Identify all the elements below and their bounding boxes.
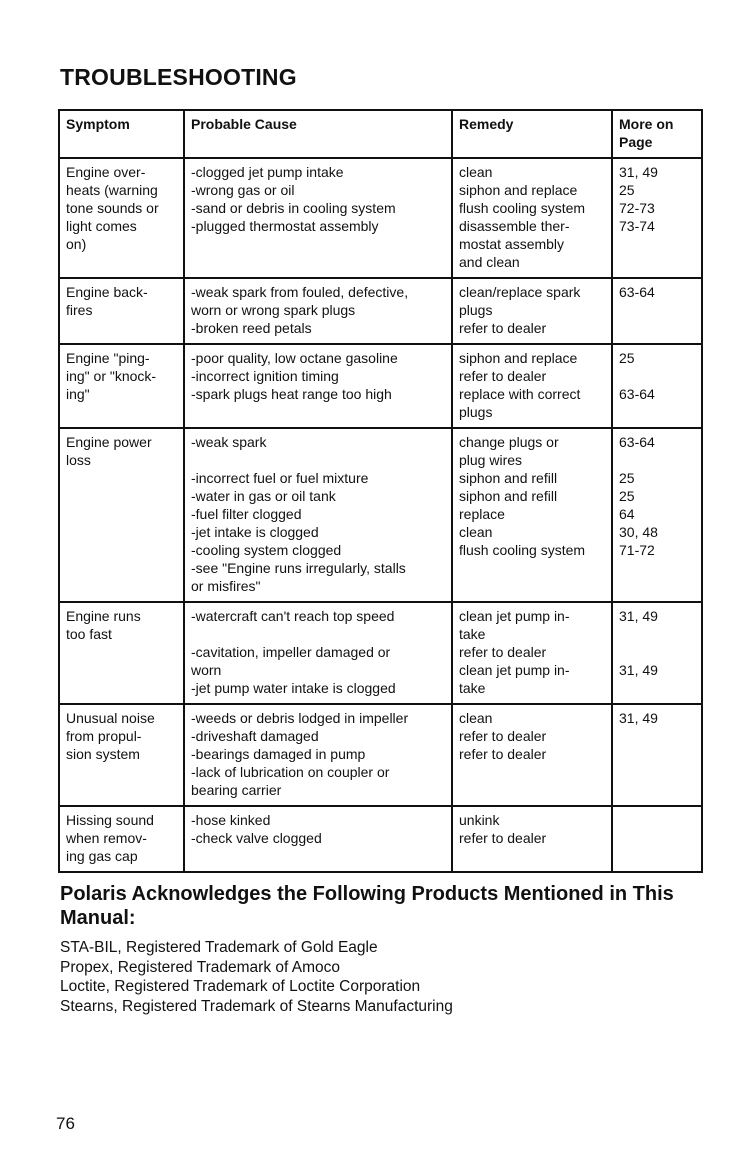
cell-line: 30, 48 bbox=[619, 524, 658, 540]
header-more-on-page bbox=[612, 110, 702, 158]
cell-line: from propul- bbox=[66, 728, 142, 744]
cell-line: 71-72 bbox=[619, 542, 655, 558]
cell-line: 63-64 bbox=[619, 434, 655, 450]
cell-line: refer to dealer bbox=[459, 830, 547, 846]
cell-line: -lack of lubrication on coupler or bbox=[191, 764, 390, 780]
cell-line: ing" or "knock- bbox=[66, 368, 157, 384]
cell-line: 64 bbox=[619, 506, 635, 522]
cell-line: -spark plugs heat range too high bbox=[191, 386, 392, 402]
cell-line: 25 bbox=[619, 488, 635, 504]
cell-line bbox=[619, 643, 696, 661]
cell-symptom bbox=[59, 806, 184, 872]
cell-symptom bbox=[59, 704, 184, 806]
cell-line: ing gas cap bbox=[66, 848, 138, 864]
cell-remedy bbox=[452, 278, 612, 344]
cell-line: clean jet pump in- bbox=[459, 608, 570, 624]
table-row bbox=[59, 158, 702, 278]
cell-line: worn or wrong spark plugs bbox=[191, 302, 356, 318]
cell-line: Hissing sound bbox=[66, 812, 154, 828]
cell-remedy bbox=[452, 806, 612, 872]
cell-page bbox=[612, 428, 702, 602]
cell-line: replace with correct bbox=[459, 386, 581, 402]
table-row bbox=[59, 602, 702, 704]
cell-cause bbox=[184, 428, 452, 602]
cell-line: -sand or debris in cooling system bbox=[191, 200, 396, 216]
cell-cause bbox=[184, 602, 452, 704]
cell-page bbox=[612, 344, 702, 428]
cell-line: 25 bbox=[619, 470, 635, 486]
cell-line: too fast bbox=[66, 626, 112, 642]
table-row bbox=[59, 428, 702, 602]
cell-remedy bbox=[452, 704, 612, 806]
cell-line: -water in gas or oil tank bbox=[191, 488, 336, 504]
cell-line: 63-64 bbox=[619, 284, 655, 300]
cell-line: -jet intake is clogged bbox=[191, 524, 319, 540]
troubleshooting-table bbox=[58, 109, 703, 873]
cell-line: -incorrect ignition timing bbox=[191, 368, 339, 384]
cell-line: take bbox=[459, 680, 486, 696]
cell-line: plug wires bbox=[459, 452, 523, 468]
cell-line: -bearings damaged in pump bbox=[191, 746, 366, 762]
cell-page bbox=[612, 158, 702, 278]
header-symptom: Symptom bbox=[59, 110, 184, 158]
cell-line: 31, 49 bbox=[619, 710, 658, 726]
cell-line: replace bbox=[459, 506, 505, 522]
cell-line: -weak spark from fouled, defective, bbox=[191, 284, 409, 300]
cell-line: 25 bbox=[619, 350, 635, 366]
cell-line: 73-74 bbox=[619, 218, 655, 234]
cell-line: -incorrect fuel or fuel mixture bbox=[191, 470, 369, 486]
cell-line: -wrong gas or oil bbox=[191, 182, 295, 198]
cell-line: Unusual noise bbox=[66, 710, 155, 726]
cell-line bbox=[191, 451, 446, 469]
cell-line: -plugged thermostat assembly bbox=[191, 218, 379, 234]
cell-line: on) bbox=[66, 236, 87, 252]
cell-line: -fuel filter clogged bbox=[191, 506, 302, 522]
cell-line: ing" bbox=[66, 386, 90, 402]
cell-line: light comes bbox=[66, 218, 137, 234]
cell-line: -poor quality, low octane gasoline bbox=[191, 350, 398, 366]
cell-line: loss bbox=[66, 452, 91, 468]
header-remedy: Remedy bbox=[452, 110, 612, 158]
cell-line: -weak spark bbox=[191, 434, 267, 450]
cell-line: refer to dealer bbox=[459, 728, 547, 744]
cell-cause bbox=[184, 344, 452, 428]
table-row bbox=[59, 704, 702, 806]
cell-line: clean bbox=[459, 710, 493, 726]
cell-line: refer to dealer bbox=[459, 320, 547, 336]
cell-line: refer to dealer bbox=[459, 746, 547, 762]
cell-cause bbox=[184, 806, 452, 872]
cell-cause bbox=[184, 158, 452, 278]
cell-line: refer to dealer bbox=[459, 644, 547, 660]
acknowledgement-item: Stearns, Registered Trademark of Stearns Manufacturing bbox=[60, 997, 453, 1015]
cell-line bbox=[619, 625, 696, 643]
cell-line: Engine "ping- bbox=[66, 350, 150, 366]
cell-line: siphon and replace bbox=[459, 182, 578, 198]
cell-page bbox=[612, 278, 702, 344]
cell-symptom bbox=[59, 158, 184, 278]
cell-line: clean/replace spark bbox=[459, 284, 581, 300]
cell-line: -cavitation, impeller damaged or bbox=[191, 644, 391, 660]
cell-line: unkink bbox=[459, 812, 500, 828]
cell-line: -check valve clogged bbox=[191, 830, 322, 846]
cell-line: -see "Engine runs irregularly, stalls bbox=[191, 560, 406, 576]
cell-line bbox=[619, 451, 696, 469]
cell-line: 31, 49 bbox=[619, 662, 658, 678]
cell-line: flush cooling system bbox=[459, 200, 586, 216]
cell-symptom bbox=[59, 344, 184, 428]
cell-line: sion system bbox=[66, 746, 140, 762]
cell-line: 25 bbox=[619, 182, 635, 198]
cell-line bbox=[191, 625, 446, 643]
header-more-on-page-text: More on Page bbox=[619, 116, 674, 150]
cell-line: Engine runs bbox=[66, 608, 141, 624]
cell-line: clean jet pump in- bbox=[459, 662, 570, 678]
cell-line: take bbox=[459, 626, 486, 642]
cell-line: Engine power bbox=[66, 434, 152, 450]
cell-line: -cooling system clogged bbox=[191, 542, 342, 558]
cell-remedy bbox=[452, 428, 612, 602]
cell-line: heats (warning bbox=[66, 182, 158, 198]
cell-line: bearing carrier bbox=[191, 782, 282, 798]
cell-line: 63-64 bbox=[619, 386, 655, 402]
cell-symptom bbox=[59, 278, 184, 344]
cell-line: 31, 49 bbox=[619, 164, 658, 180]
cell-line: -broken reed petals bbox=[191, 320, 312, 336]
cell-page bbox=[612, 602, 702, 704]
cell-line: siphon and refill bbox=[459, 470, 558, 486]
cell-line bbox=[619, 367, 696, 385]
table-header-row bbox=[59, 110, 702, 158]
cell-line: siphon and replace bbox=[459, 350, 578, 366]
table-row bbox=[59, 344, 702, 428]
cell-cause bbox=[184, 704, 452, 806]
cell-line: clean bbox=[459, 164, 493, 180]
cell-page bbox=[612, 704, 702, 806]
cell-line: plugs bbox=[459, 404, 493, 420]
cell-line: or misfires" bbox=[191, 578, 261, 594]
cell-line: siphon and refill bbox=[459, 488, 558, 504]
acknowledgement-item: Loctite, Registered Trademark of Loctite Corporation bbox=[60, 978, 421, 995]
cell-line: -clogged jet pump intake bbox=[191, 164, 344, 180]
cell-line: clean bbox=[459, 524, 493, 540]
cell-line: and clean bbox=[459, 254, 520, 270]
acknowledgement-item: Propex, Registered Trademark of Amoco bbox=[60, 958, 340, 976]
cell-symptom bbox=[59, 428, 184, 602]
cell-line: worn bbox=[191, 662, 222, 678]
cell-line: fires bbox=[66, 302, 93, 318]
cell-line: mostat assembly bbox=[459, 236, 565, 252]
acknowledgement-item: STA-BIL, Registered Trademark of Gold Eagle bbox=[60, 939, 378, 956]
table-row bbox=[59, 278, 702, 344]
acknowledgements-list bbox=[60, 938, 453, 1016]
cell-remedy bbox=[452, 344, 612, 428]
page-title: TROUBLESHOOTING bbox=[60, 64, 297, 90]
cell-line: -jet pump water intake is clogged bbox=[191, 680, 396, 696]
cell-line: change plugs or bbox=[459, 434, 559, 450]
cell-line: flush cooling system bbox=[459, 542, 586, 558]
cell-remedy bbox=[452, 602, 612, 704]
cell-line: tone sounds or bbox=[66, 200, 159, 216]
cell-line: plugs bbox=[459, 302, 493, 318]
cell-line: refer to dealer bbox=[459, 368, 547, 384]
cell-line: when remov- bbox=[66, 830, 147, 846]
cell-line: -weeds or debris lodged in impeller bbox=[191, 710, 409, 726]
cell-page bbox=[612, 806, 702, 872]
header-probable-cause: Probable Cause bbox=[184, 110, 452, 158]
cell-cause bbox=[184, 278, 452, 344]
cell-line: -watercraft can't reach top speed bbox=[191, 608, 395, 624]
cell-line: disassemble ther- bbox=[459, 218, 570, 234]
cell-symptom bbox=[59, 602, 184, 704]
table-row bbox=[59, 806, 702, 872]
cell-line: 31, 49 bbox=[619, 608, 658, 624]
cell-line: Engine back- bbox=[66, 284, 148, 300]
cell-line: -driveshaft damaged bbox=[191, 728, 319, 744]
cell-line: 72-73 bbox=[619, 200, 655, 216]
cell-line: Engine over- bbox=[66, 164, 146, 180]
cell-line: -hose kinked bbox=[191, 812, 271, 828]
page-number: 76 bbox=[56, 1114, 75, 1133]
cell-remedy bbox=[452, 158, 612, 278]
acknowledgements-title: Polaris Acknowledges the Following Products Mentioned in This Manual: bbox=[60, 883, 674, 929]
